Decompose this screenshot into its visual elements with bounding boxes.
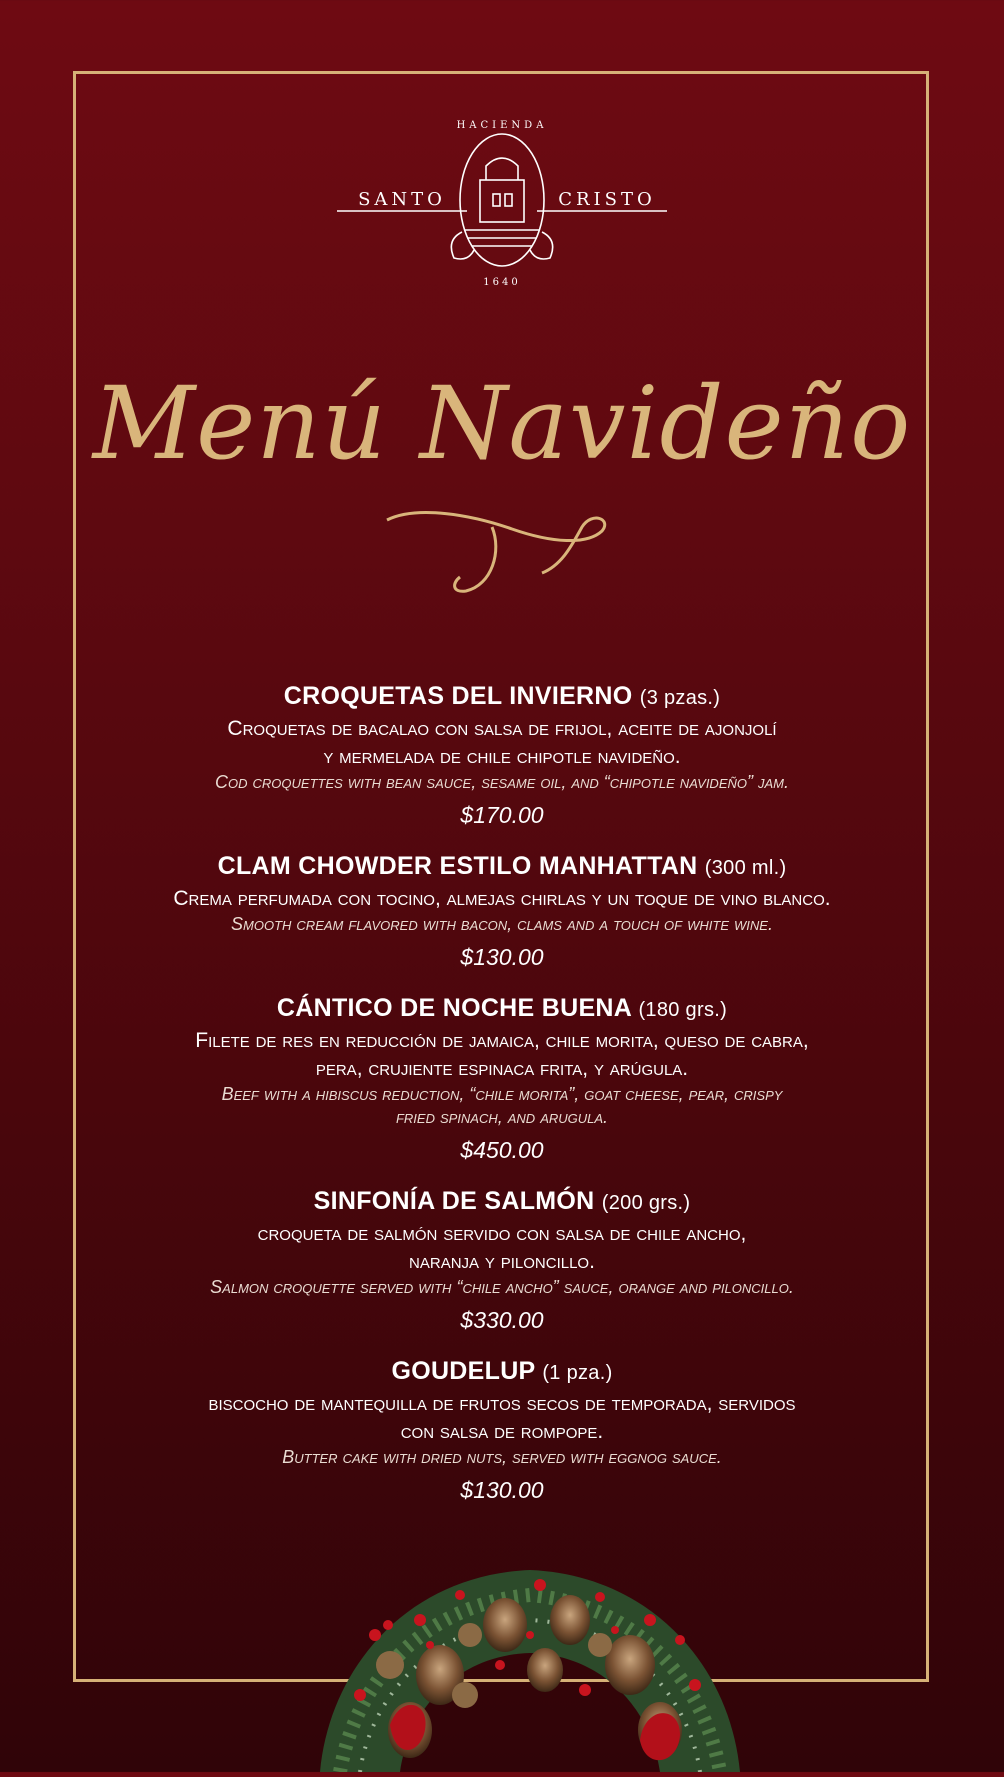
menu-item-desc-en: Salmon croquette served with “chile ancho” sauce, orange and piloncillo. [210, 1277, 794, 1297]
menu-item-desc: Croquetas de bacalao con salsa de frijol, aceite de ajonjolí [227, 717, 777, 740]
menu-item-price: $130.00 [460, 1477, 544, 1503]
menu-item-name: SINFONÍA DE SALMÓN [313, 1187, 595, 1215]
menu-item-qty: (200 grs.) [601, 1192, 691, 1214]
menu-item-title [90, 850, 914, 885]
flourish-ornament [0, 505, 1004, 601]
menu-item-price: $130.00 [460, 944, 544, 970]
menu-item-desc-en: fried spinach, and arugula. [395, 1107, 609, 1127]
brand-year: 1640 [483, 277, 521, 288]
menu-item [90, 680, 914, 832]
menu-item-desc: biscocho de mantequilla de frutos secos de temporada, servidos [208, 1392, 796, 1415]
brand-right-word: CRISTO [558, 189, 656, 210]
menu-list [90, 680, 914, 1525]
menu-item-qty: (3 pzas.) [639, 687, 721, 709]
menu-item-price: $450.00 [460, 1137, 544, 1163]
menu-item-desc: croqueta de salmón servido con salsa de chile ancho, [257, 1222, 747, 1245]
menu-item-desc: naranja y piloncillo. [409, 1250, 595, 1273]
menu-item-desc: pera, crujiente espinaca frita, y arúgula. [315, 1057, 689, 1080]
menu-item [90, 1355, 914, 1507]
menu-item-title [90, 992, 914, 1027]
menu-title: Menú Navideño [92, 365, 912, 482]
menu-item-desc: Filete de res en reducción de jamaica, chile morita, queso de cabra, [195, 1029, 809, 1052]
menu-item [90, 1185, 914, 1337]
hacienda-building-icon [451, 134, 552, 266]
brand-left-word: SANTO [358, 189, 446, 210]
menu-item-desc: y mermelada de chile chipotle navideño. [323, 745, 681, 768]
christmas-wreath-image [300, 1525, 760, 1772]
menu-item-desc-en: Beef with a hibiscus reduction, “chile morita”, goat cheese, pear, crispy [221, 1084, 783, 1104]
menu-item-name: CLAM CHOWDER ESTILO MANHATTAN [217, 852, 698, 880]
menu-item-name: GOUDELUP [391, 1357, 536, 1385]
menu-item [90, 850, 914, 974]
menu-item-desc: Crema perfumada con tocino, almejas chirlas y un toque de vino blanco. [173, 887, 831, 910]
menu-item-price: $170.00 [460, 802, 544, 828]
menu-item-desc-en: Cod croquettes with bean sauce, sesame oil, and “chipotle navideño” jam. [215, 772, 789, 792]
hacienda-logo [0, 110, 1004, 300]
menu-item-name: CÁNTICO DE NOCHE BUENA [276, 994, 632, 1022]
menu-item-title [90, 1185, 914, 1220]
brand-arc-text: HACIENDA [456, 120, 548, 131]
menu-item-name: CROQUETAS DEL INVIERNO [283, 682, 633, 710]
menu-item [90, 992, 914, 1167]
menu-item-qty: (1 pza.) [542, 1362, 613, 1384]
menu-item-title [90, 680, 914, 715]
menu-item-qty: (300 ml.) [704, 857, 787, 879]
menu-item-desc: con salsa de rompope. [400, 1420, 604, 1443]
menu-item-title [90, 1355, 914, 1390]
menu-item-price: $330.00 [460, 1307, 544, 1333]
menu-item-qty: (180 grs.) [638, 999, 728, 1021]
menu-item-desc-en: Smooth cream flavored with bacon, clams and a touch of white wine. [231, 914, 773, 934]
menu-item-desc-en: Butter cake with dried nuts, served with eggnog sauce. [282, 1447, 722, 1467]
